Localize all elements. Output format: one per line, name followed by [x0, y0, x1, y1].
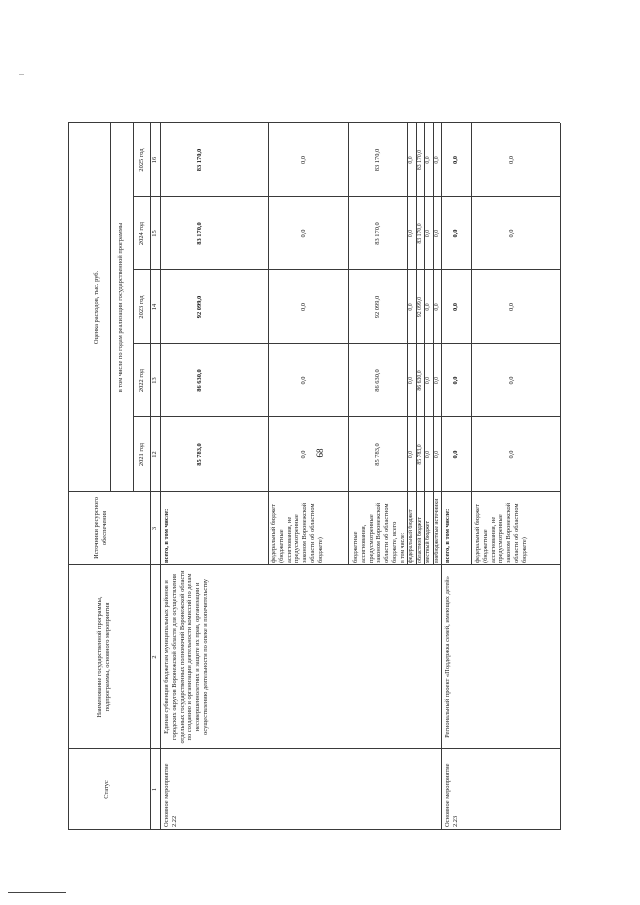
cell-2-22-5-2022: 86 630,0 — [417, 370, 423, 391]
col-number-12: 12 — [151, 451, 158, 458]
cell-2-22-5-2025: 83 170,0 — [417, 149, 423, 171]
page-number: 68 — [315, 448, 325, 458]
cell-2-23-0-2022: 0,0 — [452, 376, 459, 385]
cell-2-23-1-2021: 0,0 — [508, 450, 515, 459]
header-year-2023: 2023 год — [138, 295, 145, 319]
cell-2-22-2-2021: 85 783,0 — [374, 443, 381, 466]
source-2-23-0: всего, в том числе: — [444, 508, 451, 563]
status-2-22: Основное мероприятие 2.22 — [163, 763, 178, 827]
cell-2-23-0-2023: 0,0 — [452, 303, 459, 311]
col-number-13: 13 — [151, 377, 158, 384]
name-col-rule — [68, 564, 560, 565]
header-source-text: Источники ресурсного обеспечения — [93, 497, 108, 559]
cell-2-22-6-2023: 0,0 — [425, 303, 431, 311]
source-2-22-5: областной бюджет — [417, 517, 423, 563]
header-year-2024: 2024 год — [138, 221, 145, 246]
cell-2-23-1-2024: 0,0 — [508, 229, 515, 238]
col-number-rule — [160, 123, 161, 830]
cell-2-22-0-2022: 86 630,0 — [196, 369, 203, 392]
header-status: Статус — [103, 780, 110, 799]
cell-2-22-6-2022: 0,0 — [425, 376, 431, 385]
cell-2-22-7-2022: 0,0 — [434, 376, 440, 385]
cell-2-22-1-2025: 0,0 — [300, 156, 307, 164]
cell-2-22-4-2025: 0,0 — [408, 156, 414, 164]
cell-2-22-5-2023: 92 099,0 — [417, 296, 423, 318]
header-year-2021: 2021 год — [138, 442, 145, 467]
header-year-2025: 2025 год — [138, 148, 145, 172]
cell-2-22-7-2021: 0,0 — [434, 450, 440, 459]
cell-2-22-0-2023: 92 099,0 — [196, 295, 203, 319]
estimate-rule — [110, 123, 111, 492]
cell-2-22-1-2024: 0,0 — [300, 229, 307, 238]
source-2-22-7: внебюджетные источники — [434, 498, 440, 563]
table-top-border — [68, 123, 69, 830]
cell-2-22-7-2024: 0,0 — [434, 229, 440, 238]
cell-2-22-0-2025: 83 170,0 — [196, 148, 203, 172]
cell-2-23-1-2025: 0,0 — [508, 156, 515, 164]
cell-2-22-4-2022: 0,0 — [408, 376, 414, 385]
row-rule-7 — [471, 123, 472, 565]
source-2-22-1: федеральный бюджет (бюджетные ассигнования, не предусмотренные законом Воронежской области об областном бюджете) — [270, 502, 324, 563]
cell-2-22-4-2021: 0,0 — [408, 450, 414, 459]
col-number-3: 3 — [151, 526, 158, 531]
cell-2-22-0-2021: 85 783,0 — [196, 443, 203, 466]
col-number-2: 2 — [151, 655, 158, 659]
cell-2-22-1-2021: 0,0 — [300, 450, 307, 459]
source-2-22-4: федеральный бюджет — [408, 509, 414, 563]
cell-2-22-6-2021: 0,0 — [425, 450, 431, 459]
cell-2-22-6-2025: 0,0 — [425, 156, 431, 164]
source-2-22-2: бюджетные ассигнования, предусмотренные законом Воронежской области об областном бюджете, всего — [352, 502, 399, 563]
header-year-2022: 2022 год — [138, 368, 145, 393]
cell-2-22-2-2025: 83 170,0 — [374, 148, 381, 172]
years-rule — [133, 123, 134, 492]
cell-2-22-2-2022: 86 630,0 — [374, 369, 381, 392]
source-2-22-3: в том числе: — [400, 532, 406, 563]
row-rule-2 — [348, 123, 349, 565]
name-2-23: Региональный проект «Поддержка семей, имеющих детей» — [444, 576, 451, 738]
row-rule-1 — [268, 123, 269, 565]
cell-2-22-2-2024: 83 170,0 — [374, 222, 381, 245]
col-number-1: 1 — [151, 787, 158, 792]
header-by-years: в том числе по годам реализации государственной программы — [117, 222, 124, 393]
cell-2-22-5-2021: 85 783,0 — [417, 444, 423, 465]
source-2-23-1: федеральный бюджет (бюджетные ассигнования, не предусмотренные законом Воронежской области об областном бюджете) — [474, 502, 528, 563]
status-2-23: Основное мероприятие 2.23 — [444, 763, 459, 827]
cell-2-23-0-2025: 0,0 — [452, 156, 459, 164]
status-col-rule — [68, 748, 560, 749]
cell-2-22-6-2024: 0,0 — [425, 229, 431, 238]
cell-2-22-7-2023: 0,0 — [434, 303, 440, 311]
cell-2-23-1-2022: 0,0 — [508, 376, 515, 385]
cell-2-22-4-2024: 0,0 — [408, 229, 414, 238]
cell-2-22-4-2023: 0,0 — [408, 303, 414, 311]
header-estimate: Оценка расходов, тыс. руб. — [93, 270, 100, 345]
cell-2-22-5-2024: 83 170,0 — [417, 223, 423, 244]
cell-2-22-7-2025: 0,0 — [434, 156, 440, 164]
header-name: Наименование государственной программы, подпрограммы, основного мероприятия — [96, 596, 111, 718]
cell-2-22-0-2024: 83 170,0 — [196, 222, 203, 245]
col-number-14: 14 — [151, 303, 158, 311]
cell-2-22-1-2023: 0,0 — [300, 303, 307, 311]
cell-2-22-1-2022: 0,0 — [300, 376, 307, 385]
name-2-22: Единая субвенция бюджетам муниципальных районов и городских округов Воронежской области для осуществления отдельных государственных полномочий Воронежской области по созданию и организации деятельности комиссий по делам несовершеннолетних и защите их прав, организации и осуществлению деятельности по опеке и попечительству — [163, 570, 210, 744]
col-number-16: 16 — [151, 156, 158, 164]
cell-2-23-1-2023: 0,0 — [508, 303, 515, 311]
col-number-15: 15 — [151, 230, 158, 237]
table-left-border — [68, 829, 560, 830]
cell-2-23-0-2024: 0,0 — [452, 229, 459, 238]
source-2-22-0: всего, в том числе: — [163, 508, 170, 563]
cell-2-23-0-2021: 0,0 — [452, 450, 459, 459]
table-bottom-border — [560, 123, 561, 830]
cell-2-22-2-2023: 92 099,0 — [374, 295, 381, 319]
block-divider — [441, 123, 442, 830]
source-2-22-6: местный бюджет — [425, 520, 431, 563]
